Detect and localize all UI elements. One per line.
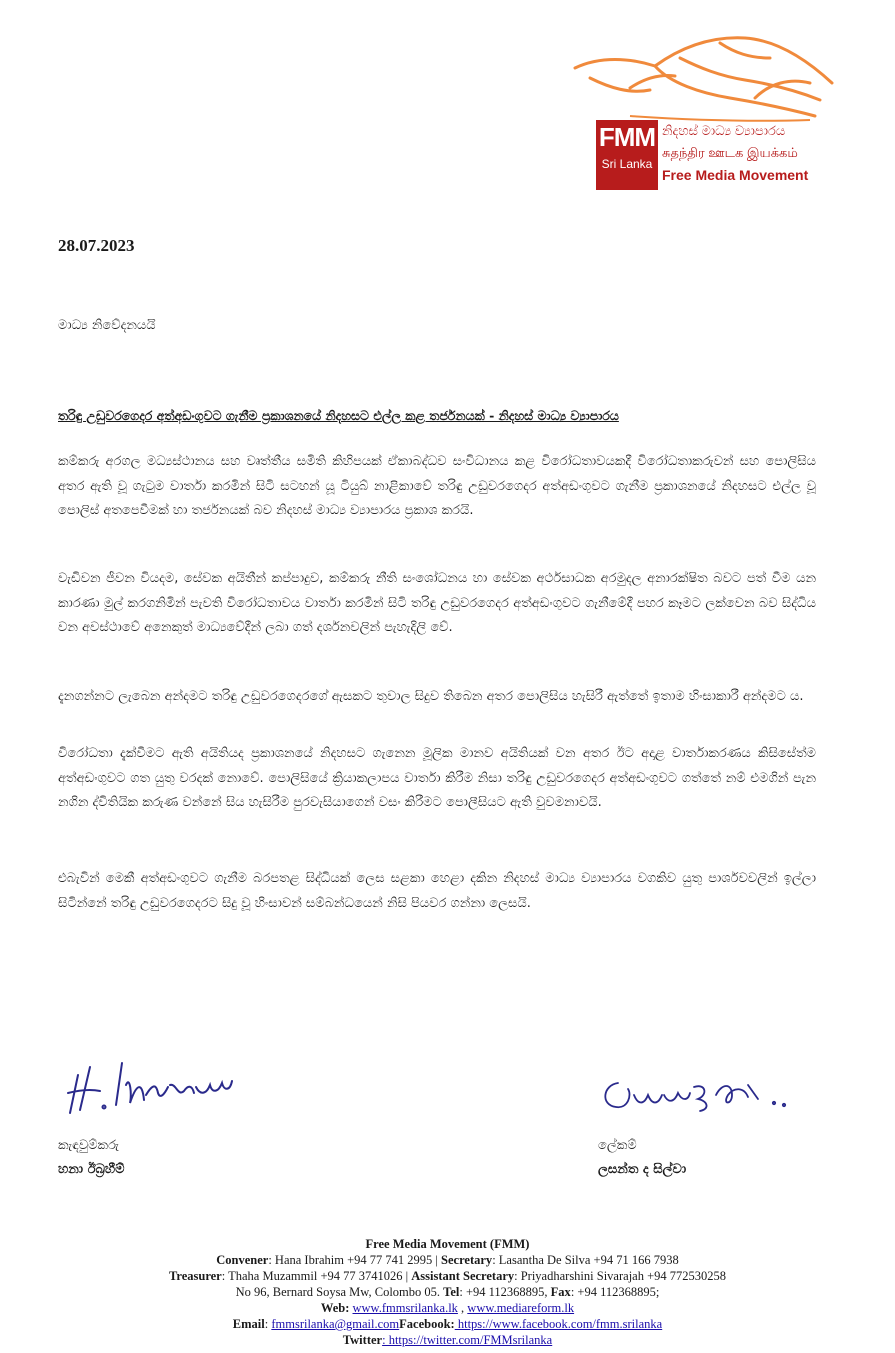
document-date: 28.07.2023	[58, 236, 135, 255]
facebook-link[interactable]: https://www.facebook.com/fmm.srilanka	[454, 1317, 663, 1331]
fmm-badge	[596, 120, 658, 190]
web-link-mediareform[interactable]: www.mediareform.lk	[467, 1301, 575, 1315]
body-paragraph-5: එබැවින් මෙකී අත්අඩංගුවට ගැනීම බරපතළ සිද්ධියක් ලෙස සළකා හෙළා දකින නිදහස් මාධ්‍ය ව්‍යාපාරය වගකිව යුතු පාර්ශවවලින් ඉල්ලා සිටින්නේ තරිඳු උඩුවරගෙදරට සිදු වූ හිංසාවන් සම්බන්ධයෙන් නිසි පියවර ගන්නා ලෙසයි.	[58, 871, 816, 911]
org-names	[662, 120, 852, 186]
secretary-role: ලේකම්	[598, 1138, 637, 1153]
footer-email-facebook: Email: fmmsrilanka@gmail.comFacebook: https://www.facebook.com/fmm.srilanka	[232, 1317, 663, 1331]
secretary-signature	[598, 1065, 798, 1120]
body-paragraph-4: විරෝධතා දැක්වීමට ඇති අයිතියද ප්‍රකාශනයේ නිදහසට ගැනෙන මූලික මානව අයිතියක් වන අතර ඊට අදාළ වාර්තාකරණය කිසිසේත්ම අත්අඩංගුවට ගත යුතු වරදක් නොවේ. පොලිසියේ ක්‍රියාකලාපය වාර්තා කිරීම නිසා තරිඳු උඩුවරගෙදර අත්අඩංගුවට ගත්තේ නම් එමගින් පැන නගින ද්විතියික කරුණ වන්නේ සිය හැසිරීම පුරවැසියාගෙන් වසං කිරීමට පොලීසියට ඇති වුවමනාවයි.	[58, 746, 816, 810]
badge-fmm: FMM	[598, 122, 656, 152]
email-link[interactable]: fmmsrilanka@gmail.com	[271, 1317, 400, 1331]
footer-twitter: Twitter: https://twitter.com/FMMsrilanka	[342, 1333, 553, 1347]
web-link-fmm[interactable]: www.fmmsrilanka.lk	[352, 1301, 458, 1315]
twitter-link[interactable]: : https://twitter.com/FMMsrilanka	[382, 1333, 553, 1347]
body-paragraph-1: කම්කරු අරගල මධ්‍යස්ථානය සහ වෘත්තීය සමිති කිහිපයක් ඒකාබද්ධව සංවිධානය කළ විරෝධතාවයකදී විරෝධතාකරුවන් සහ පොලිසිය අතර ඇති වූ ගැටුම වාර්තා කරමින් සිටි සටහන් යූ ටියුබ් නාළිකාවේ තරිඳු උඩුවරගෙදර අත්අඩංගුවට ගැනීම ප්‍රකාශනයේ නිදහසට එල්ල වූ පොලිස් අතපෙවීමක් හා තර්ජනයක් බව නිදහස් මාධ්‍ය ව්‍යාපාරය ප්‍රකාශ කරයි.	[58, 454, 816, 518]
fmm-logo	[570, 28, 840, 183]
org-name-tamil: சுதந்திர ஊடக இயக்கம்	[662, 145, 798, 160]
org-name-sinhala: නිදහස් මාධ්‍ය ව්‍යාපාරය	[662, 123, 786, 138]
release-label: මාධ්‍ය නිවේදනයයි	[58, 318, 156, 333]
headline: තරිඳු උඩුවරගෙදර අත්අඩංගුවට ගැනීම ප්‍රකාශනයේ නිදහසට එල්ල කළ තර්ජනයක් - නිදහස් මාධ්‍ය ව්‍යාපාරය	[58, 408, 619, 423]
footer-treasurer: Treasurer: Thaha Muzammil +94 77 3741026 | Assistant Secretary: Priyadharshini Sivarajah +94 772530258	[168, 1269, 727, 1283]
secretary-name: ලසන්ත ද සිල්වා	[598, 1162, 687, 1177]
footer-convener-secretary: Convener: Hana Ibrahim +94 77 741 2995 | Secretary: Lasantha De Silva +94 71 166 7938	[216, 1253, 679, 1267]
footer-web: Web: www.fmmsrilanka.lk , www.mediareform.lk	[320, 1301, 575, 1315]
footer-org: Free Media Movement (FMM)	[365, 1237, 530, 1251]
convener-signature	[60, 1055, 250, 1120]
footer-contact	[0, 1236, 895, 1348]
org-name-english: Free Media Movement	[662, 167, 809, 183]
bird-emblem-icon	[570, 28, 840, 123]
body-paragraph-2: වැඩිවන ජීවන වියදම, සේවක අයිතීන් කප්පාදුව, කම්කරු නීති සංශෝධනය හා සේවක අර්ථසාධක අරමුදල අනාරක්ෂිත බවට පත් වීම යන කාරණා මුල් කරගනිමින් පැවති විරෝධතාවය වාර්තා කරමින් සිටි තරිඳු උඩුවරගෙදර අත්අඩංගුවට ගැනීමේදී පහර කෑමට ලක්වෙන බව සිද්ධිය වන අවස්ථාවේ අනෙකුත් මාධ්‍යවේදීන් ලබා ගත් දර්ශනවලින් පැහැදිලි වේ.	[58, 571, 816, 635]
footer-address: No 96, Bernard Soysa Mw, Colombo 05. Tel: +94 112368895, Fax: +94 112368895;	[235, 1285, 660, 1299]
badge-srilanka: Sri Lanka	[601, 157, 653, 171]
convener-role: කැඳවුම්කරු	[58, 1138, 119, 1153]
convener-name: හනා ඊබ්‍රහීම්	[58, 1162, 125, 1177]
body-paragraph-3: දැනගන්නට ලැබෙන අන්දමට තරිඳු උඩුවරගෙදරගේ ඇසකට තුවාල සිදුව තිබෙන අතර පොලිසිය හැසිරී ඇත්තේ ඉතාම හිංසාකාරී අන්දමට ය.	[58, 689, 804, 704]
